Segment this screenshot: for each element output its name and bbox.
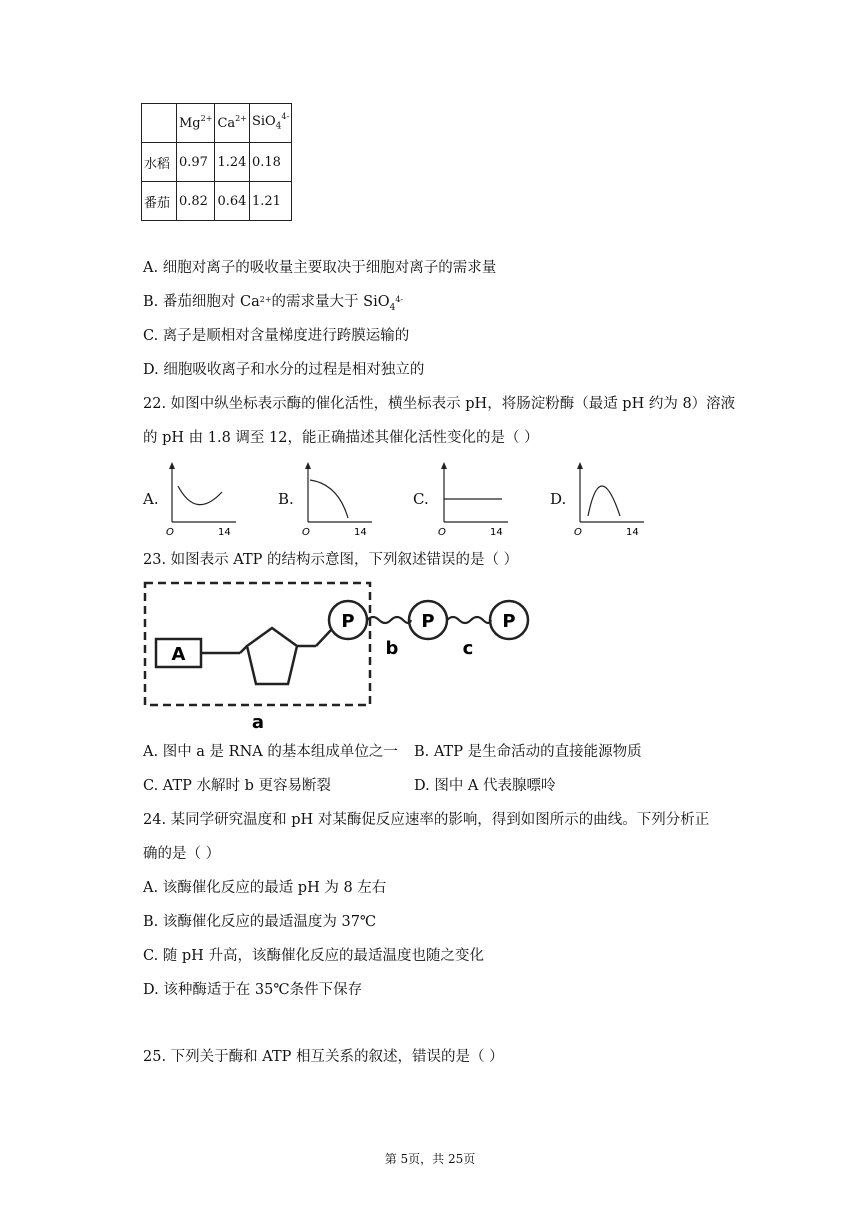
table-cell: 0.64	[215, 182, 250, 221]
q25-stem: 25. 下列关于酶和 ATP 相互关系的叙述，错误的是（ ）	[143, 1049, 504, 1065]
svg-text:O: O	[166, 527, 174, 538]
q22-graph-c	[434, 460, 514, 540]
svg-text:P: P	[421, 611, 435, 632]
header-ca: $Ca^{2+}$	[215, 104, 250, 143]
table-row	[142, 182, 292, 221]
q22-graph-b-label: B.	[278, 490, 294, 508]
q23-stem: 23. 如图表示 ATP 的结构示意图，下列叙述错误的是（ ）	[143, 552, 519, 568]
svg-text:A: A	[171, 644, 186, 665]
q24-option-c: C. 随 pH 升高，该酶催化反应的最适温度也随之变化	[143, 948, 484, 964]
q24-stem-line2: 确的是（ ）	[143, 846, 221, 862]
svg-text:P: P	[502, 611, 516, 632]
q24-option-a: A. 该酶催化反应的最适 pH 为 8 左右	[143, 880, 387, 896]
svg-text:14: 14	[218, 527, 231, 538]
q22-graph-b	[298, 460, 378, 540]
row-name: 番茄	[142, 182, 177, 221]
q22-graph-d	[570, 460, 650, 540]
q21-option-b: B. 番茄细胞对 $Ca^{2+}$的需求量大于 SiO$_4^{4-}$	[143, 294, 404, 313]
high-energy-bond-c	[447, 617, 491, 623]
table-cell: 1.24	[215, 143, 250, 182]
q24-stem-line1: 24. 某同学研究温度和 pH 对某酶促反应速率的影响，得到如图所示的曲线。下列分析正	[143, 812, 710, 828]
page-footer: 第 5页，共 25页	[384, 1152, 476, 1166]
svg-text:14: 14	[490, 527, 503, 538]
table-cell: 0.97	[177, 143, 215, 182]
table-cell: 0.82	[177, 182, 215, 221]
ribose-pentagon	[247, 628, 297, 684]
table-header-row	[142, 104, 292, 143]
svg-text:P: P	[341, 611, 355, 632]
q22-graph-a-label: A.	[143, 490, 159, 508]
atp-structure-diagram	[140, 578, 540, 738]
header-sio4: SiO$_4^{4-}$	[249, 104, 291, 143]
high-energy-bond-b	[367, 617, 411, 623]
q22-stem-line1: 22. 如图中纵坐标表示酶的催化活性，横坐标表示 pH，将肠淀粉酶（最适 pH 约为 8）溶液	[143, 396, 736, 412]
svg-text:O: O	[438, 527, 446, 538]
svg-text:14: 14	[626, 527, 639, 538]
q21-option-c: C. 离子是顺相对含量梯度进行跨膜运输的	[143, 328, 410, 344]
table-cell: 1.21	[249, 182, 291, 221]
row-name: 水稻	[142, 143, 177, 182]
q22-graph-d-label: D.	[550, 490, 567, 508]
svg-text:b: b	[385, 638, 399, 659]
svg-text:14: 14	[354, 527, 367, 538]
q21-option-a: A. 细胞对离子的吸收量主要取决于细胞对离子的需求量	[143, 260, 497, 276]
table-row	[142, 143, 292, 182]
svg-text:c: c	[462, 638, 474, 659]
header-mg: $Mg^{2+}$	[177, 104, 215, 143]
q22-stem-line2: 的 pH 由 1.8 调至 12，能正确描述其催化活性变化的是（ ）	[143, 430, 539, 446]
table-corner-cell	[142, 104, 177, 143]
q22-graph-c-label: C.	[413, 490, 429, 508]
q24-option-b: B. 该酶催化反应的最适温度为 37℃	[143, 914, 377, 930]
q23-option-a: A. 图中 a 是 RNA 的基本组成单位之一	[143, 744, 398, 760]
q23-option-d: D. 图中 A 代表腺嘌呤	[414, 778, 556, 794]
ion-absorption-table	[141, 103, 292, 221]
table-cell: 0.18	[249, 143, 291, 182]
svg-text:a: a	[251, 712, 265, 733]
q24-option-d: D. 该种酶适于在 35℃条件下保存	[143, 982, 363, 998]
q23-option-c: C. ATP 水解时 b 更容易断裂	[143, 778, 332, 794]
q23-option-b: B. ATP 是生命活动的直接能源物质	[414, 744, 642, 760]
q22-graph-a	[162, 460, 242, 540]
q21-option-d: D. 细胞吸收离子和水分的过程是相对独立的	[143, 362, 425, 378]
svg-text:O: O	[574, 527, 582, 538]
svg-text:O: O	[302, 527, 310, 538]
